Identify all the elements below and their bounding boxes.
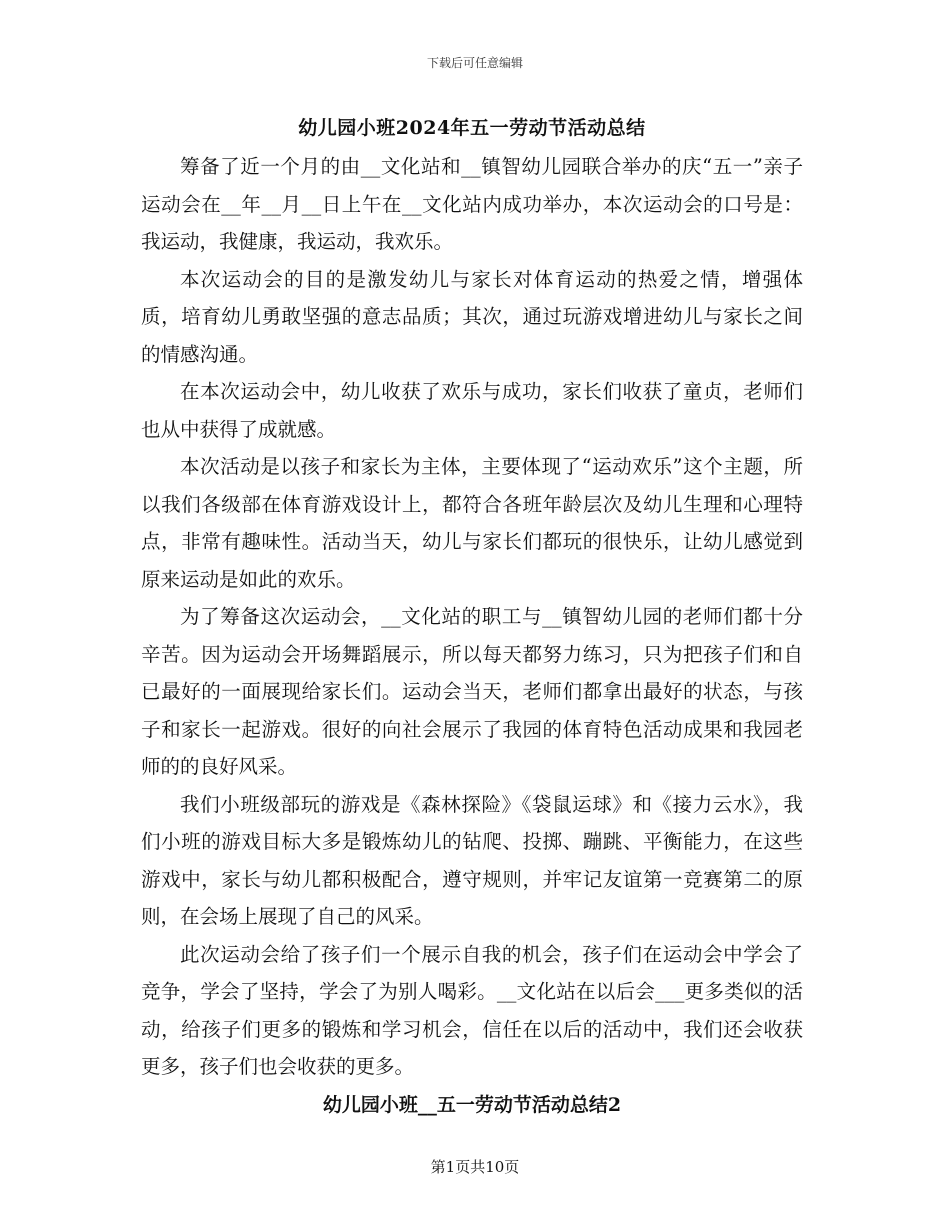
paragraph-1: 筹备了近一个月的由__文化站和__镇智幼儿园联合举办的庆“五一”亲子运动会在__年__月__日上午在__文化站内成功举办，本次运动会的口号是：我运动，我健康，我运动，我欢乐。 (141, 155, 803, 253)
paragraph-7: 此次运动会给了孩子们一个展示自我的机会，孩子们在运动会中学会了竞争，学会了坚持，学会了为别人喝彩。__文化站在以后会___更多类似的活动，给孩子们更多的锻炼和学习机会，信任在以后的活动中，我们还会收获更多，孩子们也会收获的更多。 (141, 942, 803, 1078)
paragraph-2: 本次运动会的目的是激发幼儿与家长对体育运动的热爱之情，增强体质，培育幼儿勇敢坚强的意志品质；其次，通过玩游戏增进幼儿与家长之间的情感沟通。 (141, 267, 803, 366)
paragraph-4: 本次活动是以孩子和家长为主体，主要体现了“运动欢乐”这个主题，所以我们各级部在体育游戏设计上，都符合各班年龄层次及幼儿生理和心理特点，非常有趣味性。活动当天，幼儿与家长们都玩的很快乐，让幼儿感觉到原来运动是如此的欢乐。 (141, 455, 803, 591)
header-note: 下载后可任意编辑 (426, 56, 523, 70)
page-footer: 第1页共10页 (430, 1158, 520, 1176)
paragraph-6: 我们小班级部玩的游戏是《森林探险》《袋鼠运球》和《接力云水》，我们小班的游戏目标大多是锻炼幼儿的钻爬、投掷、蹦跳、平衡能力，在这些游戏中，家长与幼儿都积极配合，遵守规则，并牢记友谊第一竞赛第二的原则，在会场上展现了自己的风采。 (141, 792, 803, 928)
section-subtitle: 幼儿园小班__五一劳动节活动总结2 (322, 1093, 622, 1116)
paragraph-5: 为了筹备这次运动会，__文化站的职工与__镇智幼儿园的老师们都十分辛苦。因为运动会开场舞蹈展示，所以每天都努力练习，只为把孩子们和自已最好的一面展现给家长们。运动会当天，老师们都拿出最好的状态，与孩子和家长一起游戏。很好的向社会展示了我园的体育特色活动成果和我园老师的的良好风采。 (141, 605, 803, 778)
document-title: 幼儿园小班2024年五一劳动节活动总结 (298, 117, 646, 139)
document-body (141, 108, 803, 1124)
paragraph-3: 在本次运动会中，幼儿收获了欢乐与成功，家长们收获了童贞，老师们也从中获得了成就感。 (141, 380, 803, 441)
